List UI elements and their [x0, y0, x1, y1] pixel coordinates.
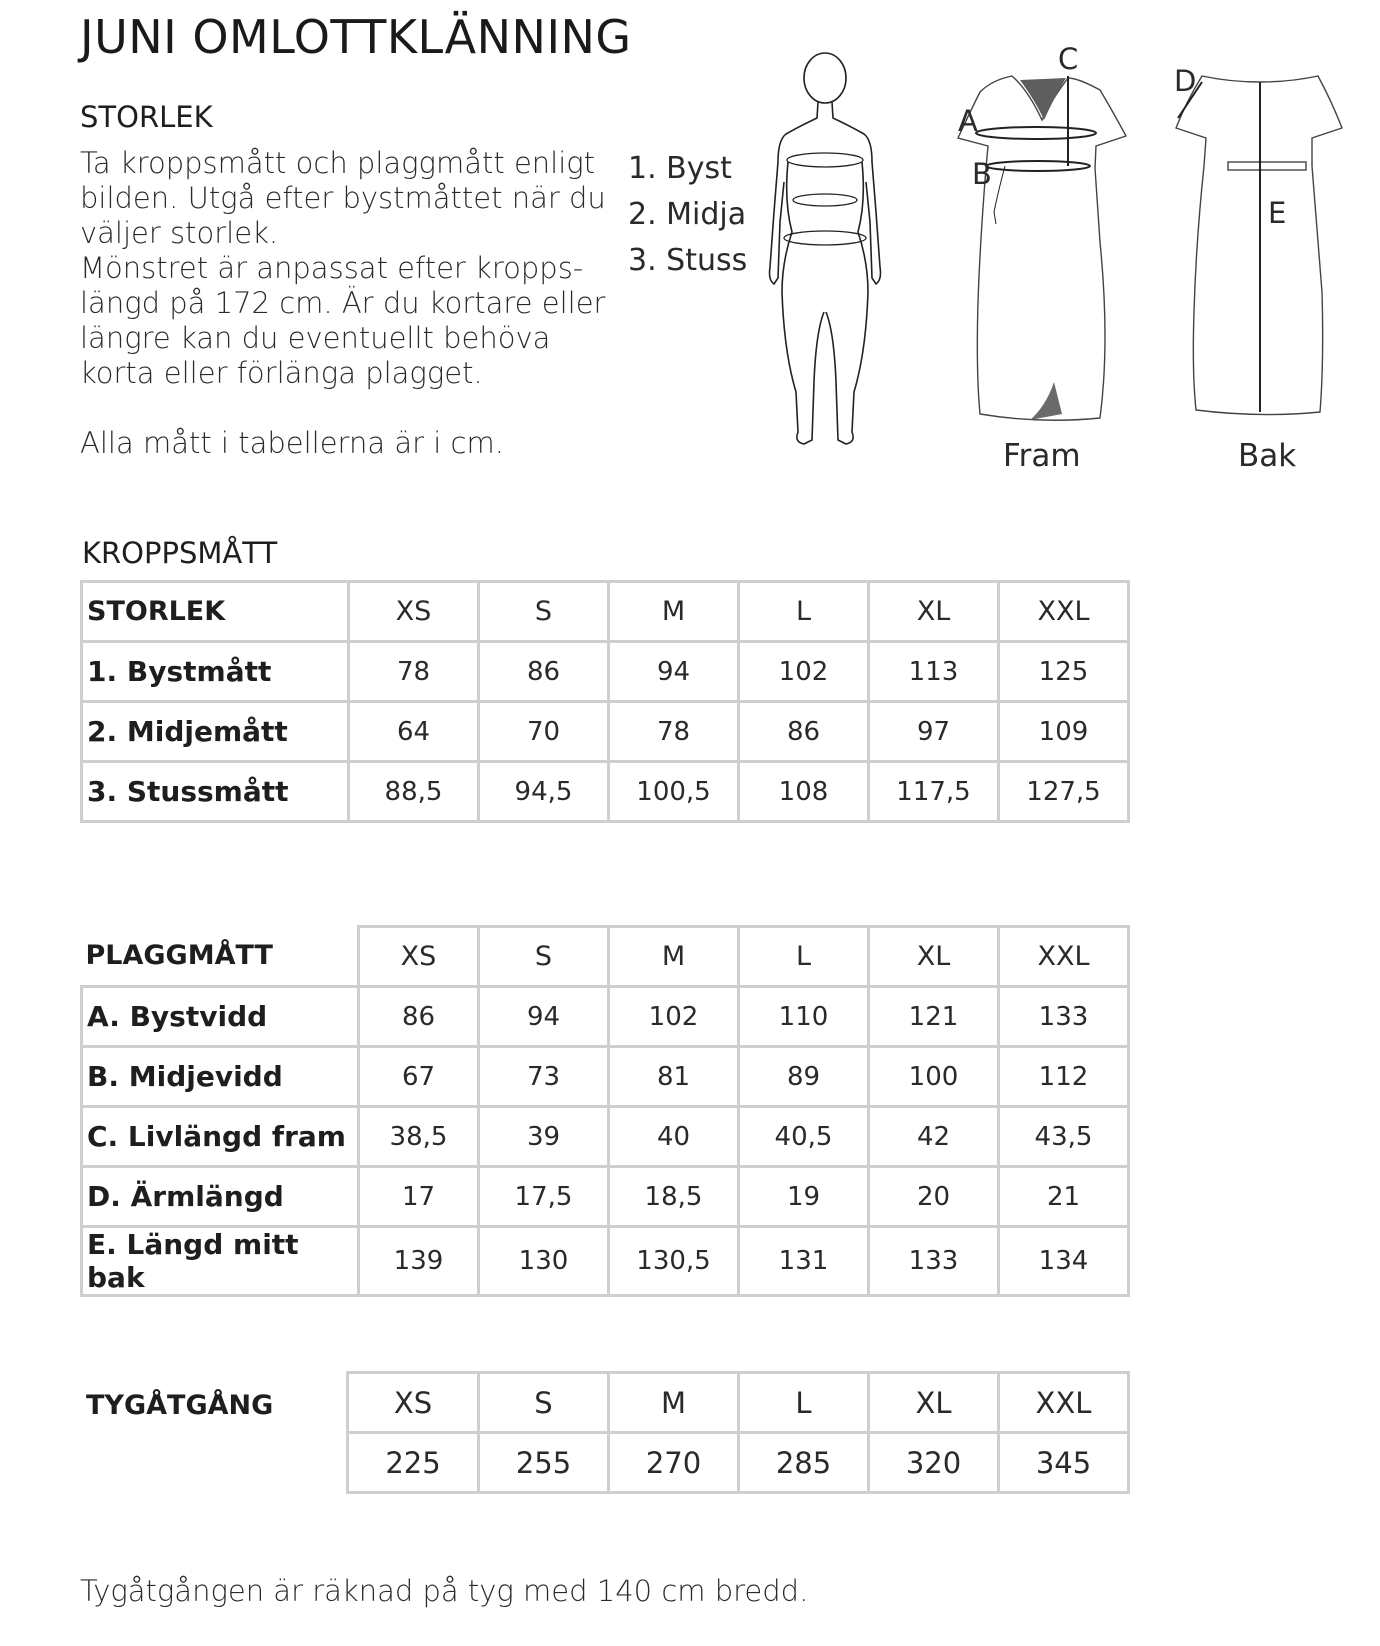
row-label: D. Ärmlängd [82, 1167, 359, 1227]
table-cell: 43,5 [999, 1107, 1129, 1167]
instruction-line: Mönstret är anpassat efter kropps- [80, 251, 584, 285]
table-cell: 97 [869, 702, 999, 762]
table-cell: 130 [479, 1227, 609, 1296]
fabric-value: 320 [869, 1433, 999, 1493]
size-header: S [479, 582, 609, 642]
table-cell: 20 [869, 1167, 999, 1227]
fabric-value: 255 [479, 1433, 609, 1493]
table-cell: 109 [999, 702, 1129, 762]
size-header: M [609, 927, 739, 987]
instruction-line: Ta kroppsmått och plaggmått enligt [80, 146, 596, 180]
figure-right-side [832, 102, 881, 284]
dress-front-illustration [950, 42, 1130, 427]
table-cell: 110 [739, 987, 869, 1047]
size-header: S [479, 927, 609, 987]
table-cell: 134 [999, 1227, 1129, 1296]
table-cell: 39 [479, 1107, 609, 1167]
size-header: M [609, 1373, 739, 1433]
table-header-row [82, 582, 1129, 642]
row-label: 3. Stussmått [82, 762, 349, 822]
hip-measure-line [784, 231, 866, 245]
table-cell: 94 [609, 642, 739, 702]
table-row [82, 1107, 1129, 1167]
size-header: XS [359, 927, 479, 987]
table-cell: 113 [869, 642, 999, 702]
size-header: L [739, 582, 869, 642]
table-cell: 18,5 [609, 1167, 739, 1227]
row-label: A. Bystvidd [82, 987, 359, 1047]
table-cell: 78 [349, 642, 479, 702]
table-header-row [348, 1373, 1129, 1433]
figure-left-side [770, 102, 819, 284]
size-heading: STORLEK [80, 100, 213, 134]
size-header: XL [869, 927, 999, 987]
fabric-value: 285 [739, 1433, 869, 1493]
bust-measure-line [787, 153, 863, 167]
size-header: XL [869, 1373, 999, 1433]
table-cell: 94,5 [479, 762, 609, 822]
fabric-value: 225 [348, 1433, 479, 1493]
size-header: XXL [999, 582, 1129, 642]
row-label: B. Midjevidd [82, 1047, 359, 1107]
size-header: L [739, 927, 869, 987]
instruction-line: väljer storlek. [80, 216, 279, 250]
size-header: XL [869, 582, 999, 642]
table-cell: 100 [869, 1047, 999, 1107]
fabric-width-note: Tygåtgången är räknad på tyg med 140 cm bredd. [80, 1574, 809, 1608]
table-cell: 19 [739, 1167, 869, 1227]
table-cell: 131 [739, 1227, 869, 1296]
header-cell: STORLEK [82, 582, 349, 642]
table-row [82, 1047, 1129, 1107]
table-cell: 86 [739, 702, 869, 762]
table-cell: 17,5 [479, 1167, 609, 1227]
table-row [82, 642, 1129, 702]
table-cell: 38,5 [359, 1107, 479, 1167]
waist-measure-line [793, 194, 857, 206]
instruction-line: längd på 172 cm. Är du kortare eller [80, 286, 606, 320]
fabric-heading: TYGÅTGÅNG [86, 1390, 274, 1421]
table-cell: 42 [869, 1107, 999, 1167]
table-cell: 21 [999, 1167, 1129, 1227]
table-row [82, 1167, 1129, 1227]
table-cell: 130,5 [609, 1227, 739, 1296]
table-row [348, 1433, 1129, 1493]
table-cell: 112 [999, 1047, 1129, 1107]
marker-a: A [958, 104, 978, 138]
size-header: M [609, 582, 739, 642]
size-header: XS [348, 1373, 479, 1433]
fabric-value: 345 [999, 1433, 1129, 1493]
fabric-table [346, 1371, 1130, 1494]
back-label: Bak [1238, 438, 1297, 474]
table-cell: 40,5 [739, 1107, 869, 1167]
header-cell: PLAGGMÅTT [82, 927, 359, 987]
table-cell: 70 [479, 702, 609, 762]
table-cell: 89 [739, 1047, 869, 1107]
table-cell: 40 [609, 1107, 739, 1167]
table-cell: 108 [739, 762, 869, 822]
size-instructions [80, 146, 620, 461]
dress-back-illustration [1172, 62, 1347, 422]
marker-d: D [1174, 64, 1197, 98]
table-header-row [82, 927, 1129, 987]
legend-item-bust: 1. Byst [628, 151, 732, 186]
table-cell: 133 [999, 987, 1129, 1047]
table-row [82, 702, 1129, 762]
legend-item-waist: 2. Midja [628, 197, 747, 232]
table-cell: 86 [479, 642, 609, 702]
table-row [82, 1227, 1129, 1296]
table-cell: 139 [359, 1227, 479, 1296]
row-label: E. Längd mitt bak [82, 1227, 359, 1296]
size-header: XXL [999, 927, 1129, 987]
table-cell: 86 [359, 987, 479, 1047]
size-header: L [739, 1373, 869, 1433]
table-cell: 88,5 [349, 762, 479, 822]
body-measurements-heading: KROPPSMÅTT [82, 536, 278, 570]
table-cell: 100,5 [609, 762, 739, 822]
size-header: XS [349, 582, 479, 642]
table-cell: 64 [349, 702, 479, 762]
row-label: 2. Midjemått [82, 702, 349, 762]
table-cell: 102 [739, 642, 869, 702]
page-title: JUNI OMLOTTKLÄNNING [80, 10, 632, 64]
table-cell: 133 [869, 1227, 999, 1296]
table-cell: 121 [869, 987, 999, 1047]
table-cell: 78 [609, 702, 739, 762]
table-cell: 127,5 [999, 762, 1129, 822]
row-label: C. Livlängd fram [82, 1107, 359, 1167]
table-row [82, 762, 1129, 822]
marker-c: C [1058, 42, 1079, 76]
front-label: Fram [1003, 438, 1081, 474]
table-cell: 117,5 [869, 762, 999, 822]
marker-e: E [1268, 196, 1287, 230]
table-cell: 17 [359, 1167, 479, 1227]
body-figure-illustration [760, 52, 890, 447]
marker-b: B [972, 157, 992, 191]
table-cell: 102 [609, 987, 739, 1047]
garment-measurements-table [80, 925, 1130, 1297]
body-measure-legend [628, 146, 747, 284]
table-cell: 67 [359, 1047, 479, 1107]
table-cell: 125 [999, 642, 1129, 702]
fabric-value: 270 [609, 1433, 739, 1493]
instruction-line: längre kan du eventuellt behöva [80, 321, 551, 355]
units-note: Alla mått i tabellerna är i cm. [80, 426, 504, 460]
table-cell: 73 [479, 1047, 609, 1107]
instruction-line: korta eller förlänga plagget. [80, 356, 483, 390]
size-header: XXL [999, 1373, 1129, 1433]
table-cell: 94 [479, 987, 609, 1047]
body-measurements-table [80, 580, 1130, 823]
instruction-line: bilden. Utgå efter bystmåttet när du [80, 181, 606, 215]
table-row [82, 987, 1129, 1047]
row-label: 1. Bystmått [82, 642, 349, 702]
table-cell: 81 [609, 1047, 739, 1107]
figure-head [804, 53, 846, 103]
legend-item-hip: 3. Stuss [628, 243, 748, 278]
size-header: S [479, 1373, 609, 1433]
dress-back-waistband [1228, 162, 1306, 170]
